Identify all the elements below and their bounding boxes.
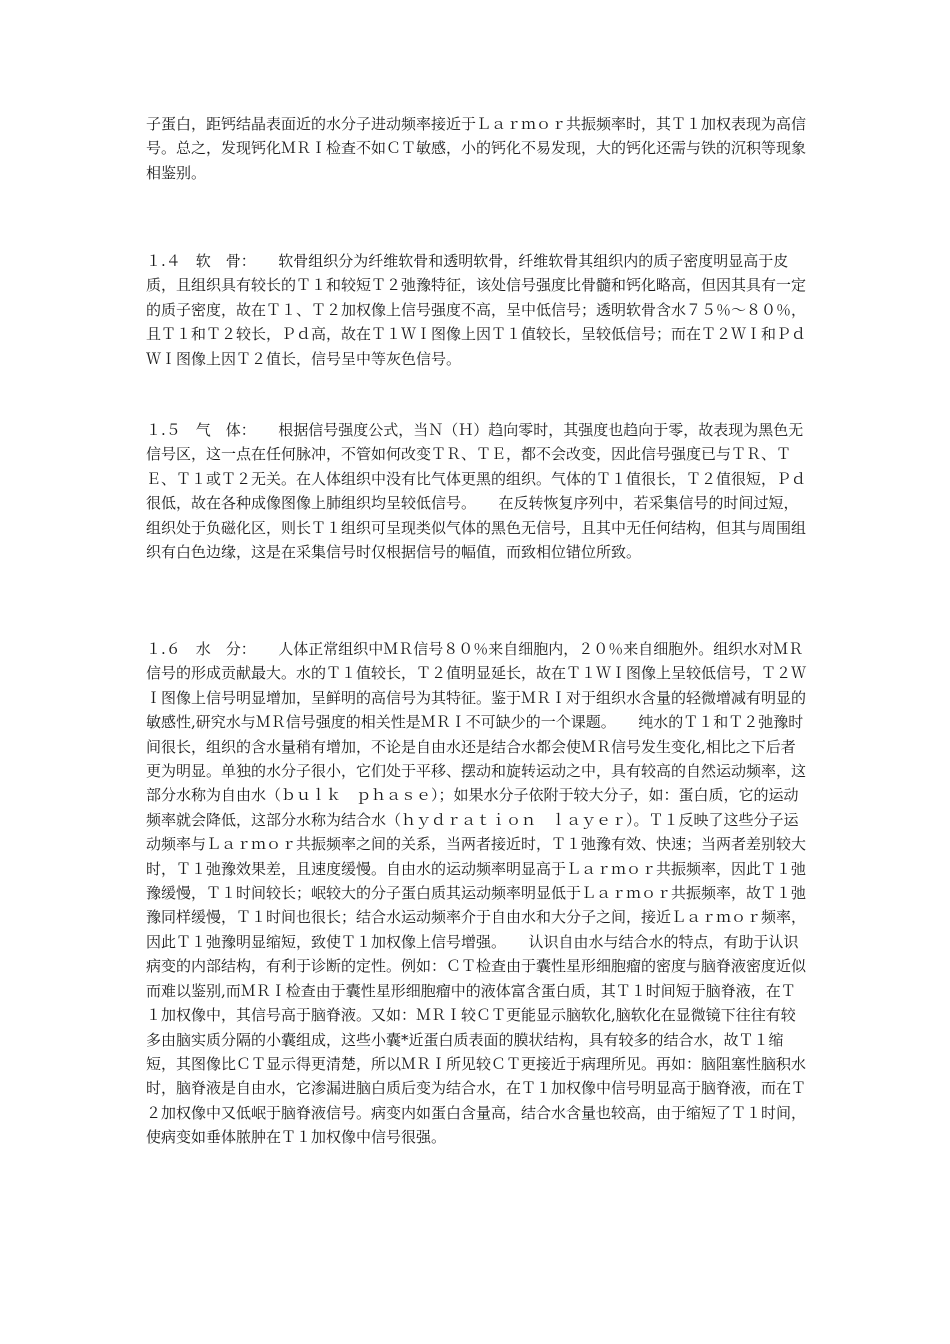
paragraph-gas: １.５ 气 体： 根据信号强度公式，当Ｎ（Ｈ）趋向零时，其强度也趋向于零，故表现为黑色无信号区，这一点在任何脉冲，不管如何改变ＴＲ、ＴＥ，都不会改变，因此信号强度已与ＴＲ、ＴＥ、Ｔ１或Ｔ２无关。在人体组织中没有比气体更黑的组织。气体的Ｔ１值很长，Ｔ２值很短，Ｐｄ很低，故在各种成像图像上肺组织均呈较低信号。 在反转恢复序列中，若采集信号的时间过短，组织处于负磁化区，则长Ｔ１组织可呈现类似气体的黑色无信号，且其中无任何结构，但其与周围组织有白色边缘，这是在采集信号时仅根据信号的幅值，而致相位错位所致。 (146, 421, 807, 562)
paragraph-cartilage: １.４ 软 骨： 软骨组织分为纤维软骨和透明软骨，纤维软骨其组织内的质子密度明显高于皮质，且组织具有较长的Ｔ１和较短Ｔ２弛豫特征，该处信号强度比骨髓和钙化略高，但因其具有一定的质子密度，故在Ｔ１、Ｔ２加权像上信号强度不高，呈中低信号；透明软骨含水７５％～８０％，且Ｔ１和Ｔ２较长，Ｐｄ高，故在Ｔ１ＷＩ图像上因Ｔ１值较长，呈较低信号；而在Ｔ２ＷＩ和ＰｄＷＩ图像上因Ｔ２值长，信号呈中等灰色信号。 (146, 252, 807, 368)
paragraph-water: １.６ 水 分： 人体正常组织中ＭＲ信号８０％来自细胞内，２０％来自细胞外。组织水对ＭＲ信号的形成贡献最大。水的Ｔ１值较长，Ｔ２值明显延长，故在Ｔ１ＷＩ图像上呈较低信号，Ｔ２ＷＩ图像上信号明显增加，呈鲜明的高信号为其特征。鉴于ＭＲＩ对于组织水含量的轻微增减有明显的敏感性,研究水与ＭＲ信号强度的相关性是ＭＲＩ不可缺少的一个课题。 纯水的Ｔ１和Ｔ２弛豫时间很长，组织的含水量稍有增加，不论是自由水还是结合水都会使ＭＲ信号发生变化,相比之下后者更为明显。单独的水分子很小，它们处于平移、摆动和旋转运动之中，具有较高的自然运动频率，这部分水称为自由水（ｂｕｌｋ ｐｈａｓｅ）；如果水分子依附于较大分子，如：蛋白质，它的运动频率就会降低，这部分水称为结合水（ｈｙｄｒａｔｉｏｎ ｌａｙｅｒ）。Ｔ１反映了这些分子运动频率与Ｌａｒｍｏｒ共振频率之间的关系，当两者接近时，Ｔ１弛豫有效、快速；当两者差别较大时，Ｔ１弛豫效果差，且速度缓慢。自由水的运动频率明显高于Ｌａｒｍｏｒ共振频率，因此Ｔ１弛豫缓慢，Ｔ１时间较长；岷较大的分子蛋白质其运动频率明显低于Ｌａｒｍｏｒ共振频率，故Ｔ１弛豫同样缓慢，Ｔ１时间也很长；结合水运动频率介于自由水和大分子之间，接近Ｌａｒｍｏｒ频率，因此Ｔ１弛豫明显缩短，致使Ｔ１加权像上信号增强。 认识自由水与结合水的特点，有助于认识病变的内部结构，有利于诊断的定性。例如：ＣＴ检查由于囊性星形细胞瘤的密度与脑脊液密度近似而难以鉴别,而ＭＲＩ检查由于囊性星形细胞瘤中的液体富含蛋白质，其Ｔ１时间短于脑脊液，在Ｔ１加权像中，其信号高于脑脊液。又如：ＭＲＩ较ＣＴ更能显示脑软化,脑软化在显微镜下往往有较多由脑实质分隔的小囊组成，这些小囊*近蛋白质表面的膜状结构，具有较多的结合水，故Ｔ１缩短，其图像比ＣＴ显示得更清楚，所以ＭＲＩ所见较ＣＴ更接近于病理所见。再如：脑阻塞性脑积水时，脑脊液是自由水，它渗漏进脑白质后变为结合水，在Ｔ１加权像中信号明显高于脑脊液，而在Ｔ２加权像中又低岷于脑脊液信号。病变内如蛋白含量高，结合水含量也较高，由于缩短了Ｔ１时间，使病变如垂体脓肿在Ｔ１加权像中信号很强。 (146, 640, 807, 1147)
paragraph-calcification-conclusion: 子蛋白，距钙结晶表面近的水分子进动频率接近于Ｌａｒｍｏｒ共振频率时，其Ｔ１加权表现为高信号。总之，发现钙化ＭＲＩ检查不如ＣＴ敏感，小的钙化不易发现，大的钙化还需与铁的沉积等现象相鉴别。 (146, 115, 807, 182)
